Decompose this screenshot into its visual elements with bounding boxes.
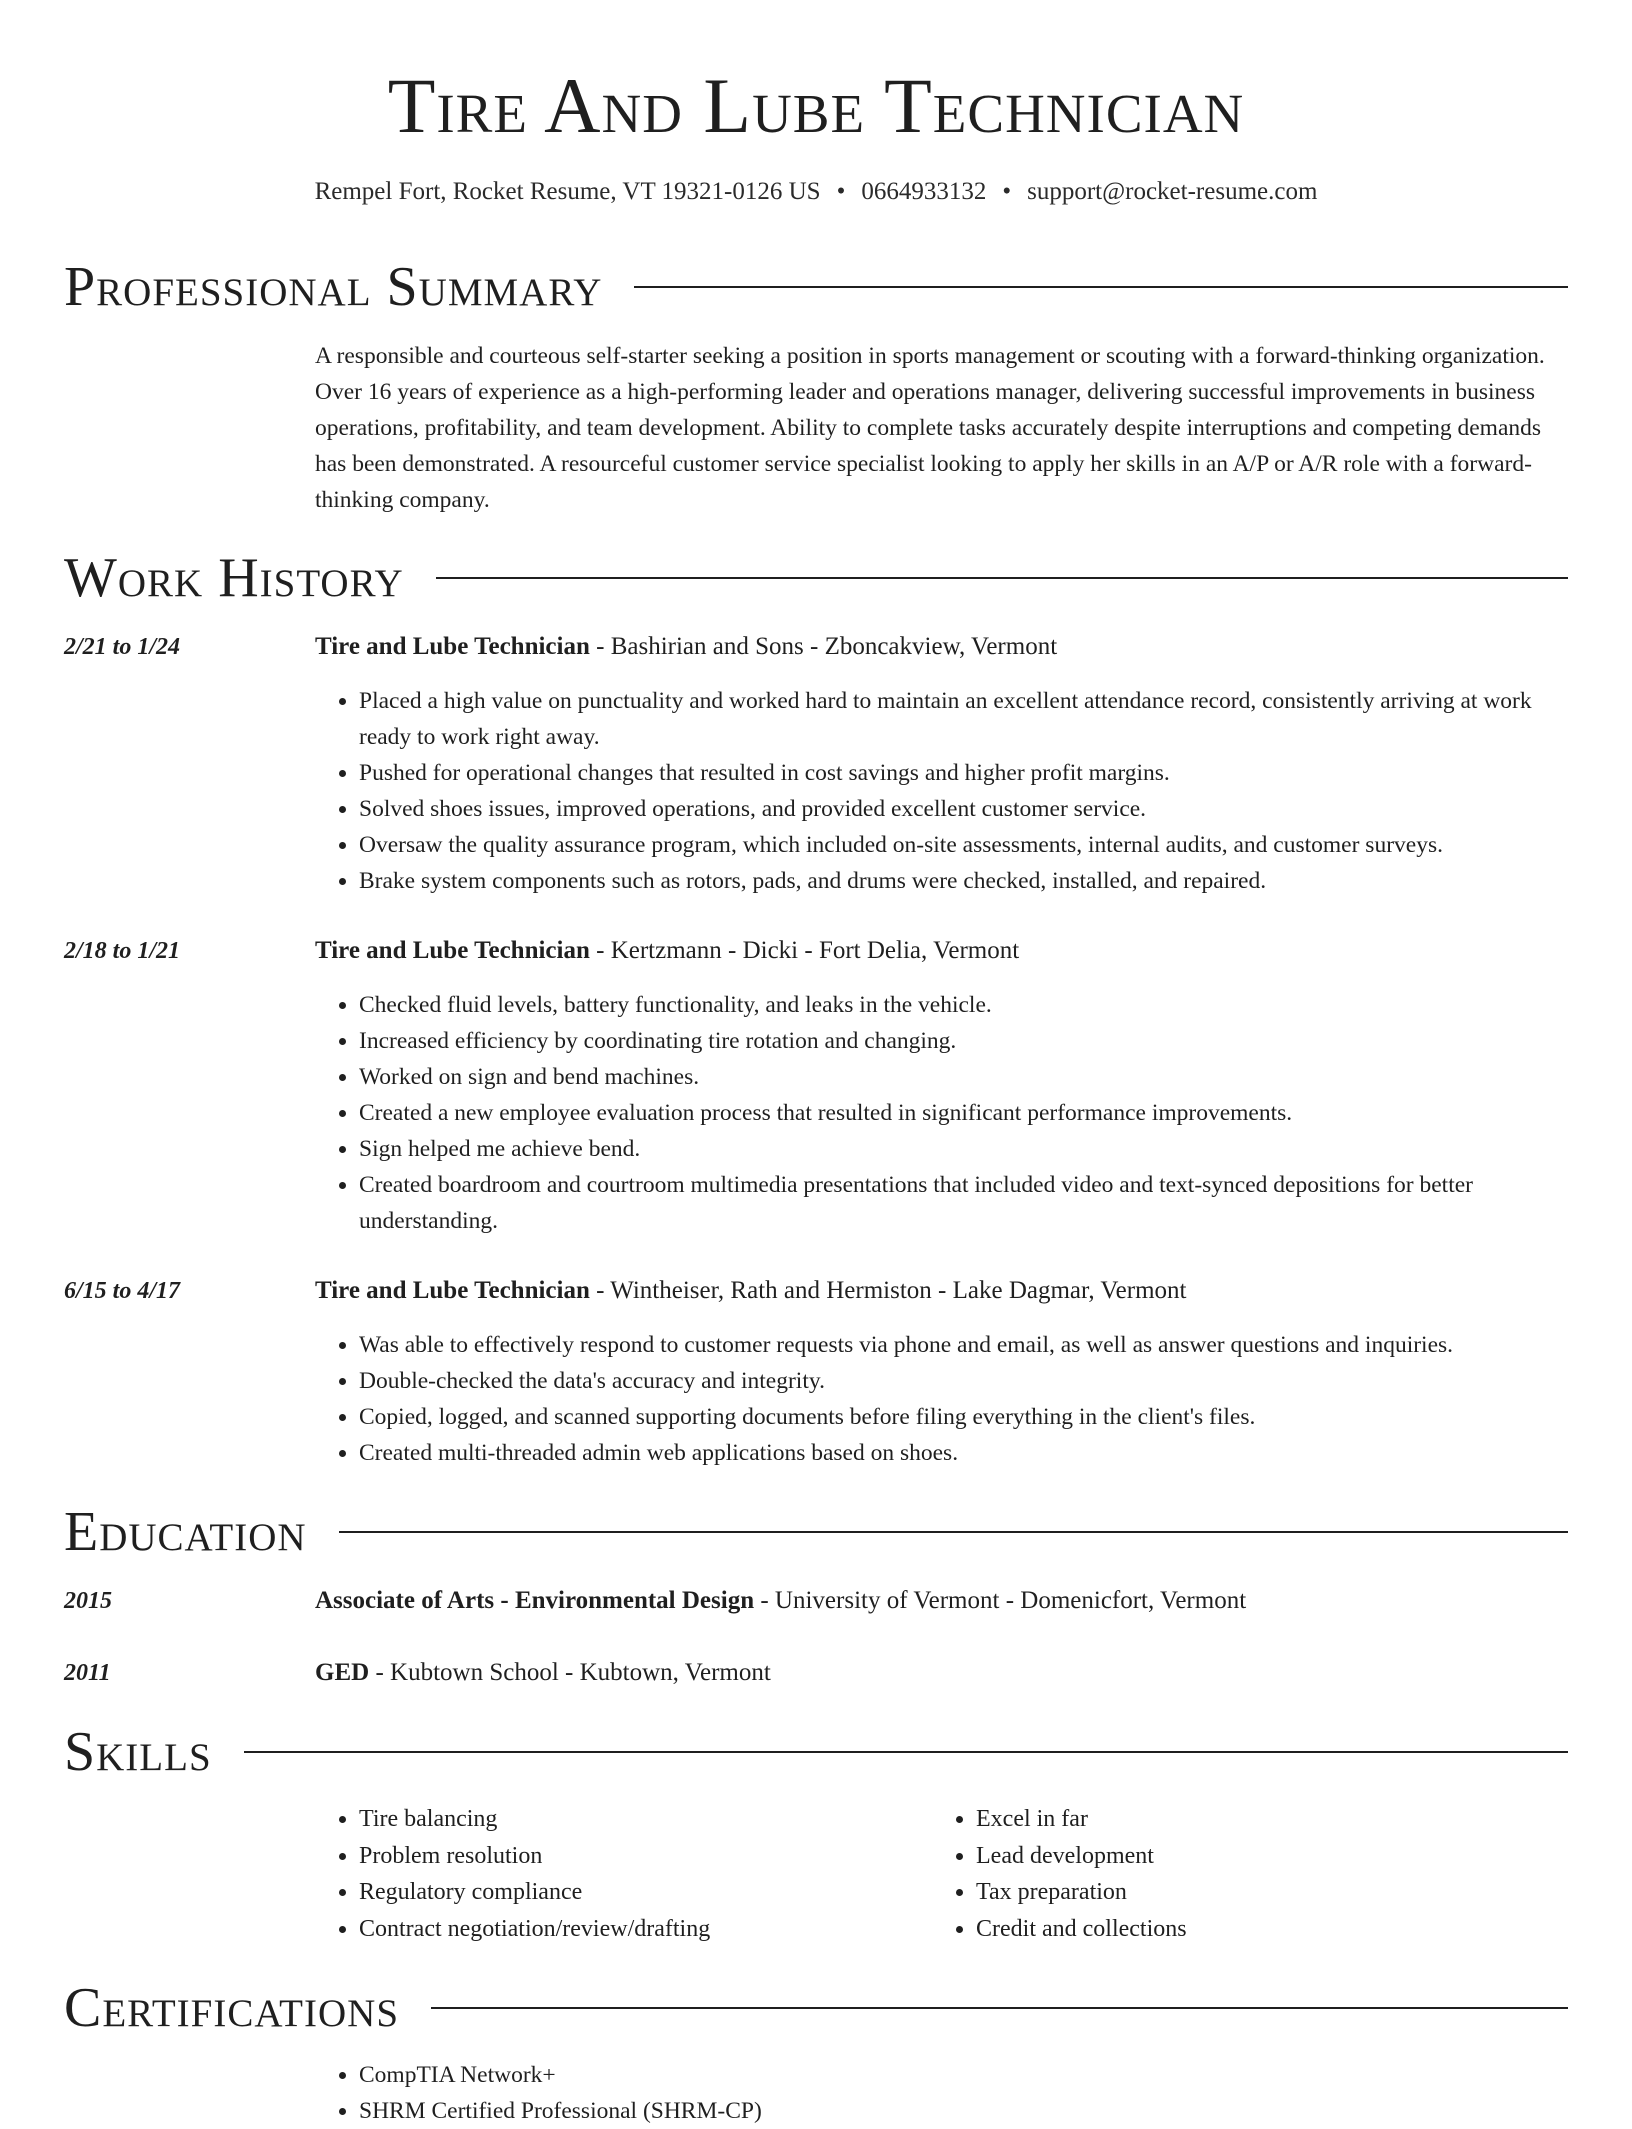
list-item: • Solved shoes issues, improved operations, and provided excellent customer service. bbox=[359, 791, 1568, 827]
section-divider bbox=[244, 1751, 1568, 1753]
education-year: 2011 bbox=[64, 1660, 111, 1686]
list-item: • Created a new employee evaluation process that resulted in significant performance improvements. bbox=[359, 1095, 1568, 1131]
skill-item: • Problem resolution bbox=[359, 1838, 919, 1875]
list-item: • Pushed for operational changes that resulted in cost savings and higher profit margins. bbox=[359, 755, 1568, 791]
skill-item: • Excel in far bbox=[976, 1801, 1576, 1838]
section-divider bbox=[634, 286, 1568, 288]
section-divider bbox=[339, 1531, 1568, 1533]
list-item: • Double-checked the data's accuracy and integrity. bbox=[359, 1363, 1568, 1399]
skill-item: • Tax preparation bbox=[976, 1874, 1576, 1911]
job-title-line bbox=[315, 934, 1568, 968]
skill-item: • Regulatory compliance bbox=[359, 1874, 919, 1911]
certification-item: • CompTIA Network+ bbox=[359, 2057, 1568, 2093]
list-item: • Placed a high value on punctuality and worked hard to maintain an excellent attendance record, consistently arriving at work ready to work right away. bbox=[359, 683, 1568, 755]
education-entry bbox=[315, 1656, 1568, 1690]
list-item: • Created multi-threaded admin web applications based on shoes. bbox=[359, 1435, 1568, 1471]
contact-phone: 0664933132 bbox=[861, 178, 987, 205]
skill-item: • Lead development bbox=[976, 1838, 1576, 1875]
summary-text: A responsible and courteous self-starter seeking a position in sports management or scouting with a forward-thinking organization. Over 16 years of experience as a high-performing leader and operations manager, delivering successful improvements in business operations, profitability, and team development. Ability to complete tasks accurately despite interruptions and competing demands has been demonstrated. A resourceful customer service specialist looking to apply her skills in an A/P or A/R role with a forward-thinking company. bbox=[315, 343, 1545, 513]
section-title: Work History bbox=[64, 547, 404, 609]
skill-item: • Tire balancing bbox=[359, 1801, 919, 1838]
job-dates: 2/18 to 1/21 bbox=[64, 938, 181, 964]
list-item: • Oversaw the quality assurance program, which included on-site assessments, internal audits, and customer surveys. bbox=[359, 827, 1568, 863]
education-entry bbox=[315, 1584, 1568, 1618]
job-title-line bbox=[315, 1274, 1568, 1308]
list-item: • Increased efficiency by coordinating tire rotation and changing. bbox=[359, 1023, 1568, 1059]
section-title: Education bbox=[64, 1501, 307, 1563]
section-heading-certifications bbox=[64, 1973, 1568, 2043]
skills-list-left bbox=[315, 1801, 919, 1947]
section-divider bbox=[431, 2007, 1568, 2009]
contact-address: Rempel Fort, Rocket Resume, VT 19321-0126 US bbox=[314, 178, 821, 205]
list-item: • Sign helped me achieve bend. bbox=[359, 1131, 1568, 1167]
section-heading-skills bbox=[64, 1717, 1568, 1787]
section-title: Certifications bbox=[64, 1977, 400, 2039]
job-bullets bbox=[315, 1327, 1568, 1471]
certification-item: • SHRM Certified Professional (SHRM-CP) bbox=[359, 2093, 1568, 2129]
education-details: - University of Vermont - Domenicfort, Vermont bbox=[754, 1587, 1247, 1614]
list-item: • Created boardroom and courtroom multimedia presentations that included video and text-synced depositions for better understanding. bbox=[359, 1167, 1568, 1239]
job-title: Tire and Lube Technician bbox=[315, 937, 590, 964]
section-heading-work-history bbox=[64, 543, 1568, 613]
job-dates: 6/15 to 4/17 bbox=[64, 1278, 181, 1304]
section-divider bbox=[436, 577, 1568, 579]
list-item: • Was able to effectively respond to customer requests via phone and email, as well as answer questions and inquiries. bbox=[359, 1327, 1568, 1363]
certifications-list bbox=[315, 2057, 1568, 2129]
job-bullets bbox=[315, 683, 1568, 899]
contact-separator: • bbox=[836, 178, 846, 205]
education-degree: GED bbox=[315, 1659, 370, 1686]
resume-title: Tire And Lube Technician bbox=[387, 62, 1245, 149]
job-title: Tire and Lube Technician bbox=[315, 633, 590, 660]
job-dates: 2/21 to 1/24 bbox=[64, 634, 181, 660]
job-details: - Wintheiser, Rath and Hermiston - Lake Dagmar, Vermont bbox=[589, 1277, 1187, 1304]
skill-item: • Credit and collections bbox=[976, 1911, 1576, 1948]
education-year: 2015 bbox=[64, 1588, 112, 1614]
section-heading-summary bbox=[64, 252, 1568, 322]
skills-list-right bbox=[932, 1801, 1576, 1947]
section-heading-education bbox=[64, 1497, 1568, 1567]
list-item: • Worked on sign and bend machines. bbox=[359, 1059, 1568, 1095]
contact-separator: • bbox=[1002, 178, 1012, 205]
job-details: - Kertzmann - Dicki - Fort Delia, Vermont bbox=[589, 937, 1020, 964]
list-item: • Brake system components such as rotors, pads, and drums were checked, installed, and repaired. bbox=[359, 863, 1568, 899]
list-item: • Checked fluid levels, battery functionality, and leaks in the vehicle. bbox=[359, 987, 1568, 1023]
job-bullets bbox=[315, 987, 1568, 1239]
contact-line bbox=[0, 172, 1632, 212]
job-title-line bbox=[315, 630, 1568, 664]
contact-email: support@rocket-resume.com bbox=[1027, 178, 1318, 205]
list-item: • Copied, logged, and scanned supporting documents before filing everything in the client's files. bbox=[359, 1399, 1568, 1435]
job-title: Tire and Lube Technician bbox=[315, 1277, 590, 1304]
section-title: Skills bbox=[64, 1721, 212, 1783]
job-details: - Bashirian and Sons - Zboncakview, Vermont bbox=[589, 633, 1058, 660]
section-title: Professional Summary bbox=[64, 256, 603, 318]
education-degree: Associate of Arts - Environmental Design bbox=[315, 1587, 755, 1614]
skill-item: • Contract negotiation/review/drafting bbox=[359, 1911, 919, 1948]
education-details: - Kubtown School - Kubtown, Vermont bbox=[369, 1659, 771, 1686]
